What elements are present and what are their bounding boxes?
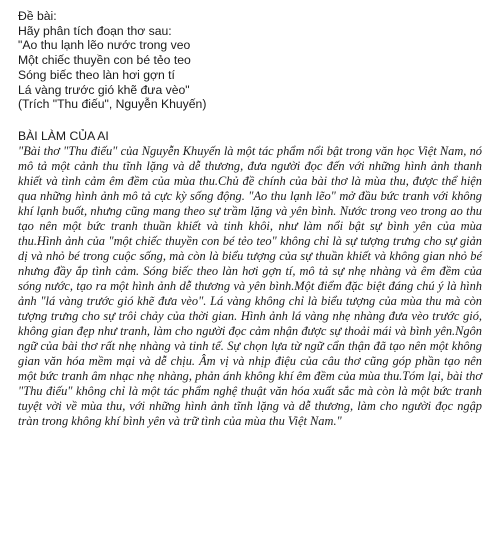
document-body bbox=[18, 9, 482, 430]
assignment-label: Đề bài: bbox=[18, 9, 57, 23]
poem-line: Sóng biếc theo làn hơi gợn tí bbox=[18, 67, 175, 82]
assignment-instruction: Hãy phân tích đoạn thơ sau: bbox=[18, 23, 172, 38]
answer-essay: "Bài thơ "Thu điếu" của Nguyễn Khuyến là một tác phẩm nổi bật trong văn học Việt Nam, nó mô tả một cảnh thu tĩnh lặng và dễ thương, đưa người đọc đến với những hình ảnh thanh khiết và tình cảm êm đềm của mùa thu.Chủ đề chính của bài thơ là mùa thu, được thể hiện qua những hình ảnh mô tả cực kỳ sống động. "Ao thu lạnh lẽo" mở đầu bức tranh với không khí lạnh buốt, nhưng cũng mang theo sự trầm lặng và yên bình. Nước trong veo trong ao thu tạo nên một bức tranh thuần khiết và tinh khôi, như làm nổi bật sự bình yên của mùa thu.Hình ảnh của "một chiếc thuyền con bé tẻo teo" không chỉ là sự tượng trưng cho sự giản dị và nhỏ bé trong cuộc sống, mà còn là biểu tượng của sự thuần khiết và không gian nhỏ bé nhưng đầy ắp tình cảm. Sóng biếc theo làn hơi gợn tí, mô tả sự nhẹ nhàng và êm đềm của sóng nước, tạo ra một hình ảnh dễ thương và yên bình.Một điểm đặc biệt đáng chú ý là hình ảnh "lá vàng trước gió khẽ đưa vèo". Lá vàng không chỉ là biểu tượng của mùa thu mà còn tượng trưng cho sự trôi chảy của thời gian. Hình ảnh lá vàng nhẹ nhàng đưa vèo trước gió, không gian đẹp như tranh, làm cho người đọc cảm nhận được sự thoải mái và bình yên.Ngôn ngữ của bài thơ rất nhẹ nhàng và tinh tế. Sự chọn lựa từ ngữ cẩn thận đã tạo nên một không gian văn hóa mềm mại và dễ chịu. Âm vị và nhịp điệu của câu thơ cũng góp phần tạo nên một bức tranh âm nhạc nhẹ nhàng, phản ánh không khí êm đềm của mùa thu.Tóm lại, bài thơ "Thu điếu" không chỉ là một tác phẩm nghệ thuật văn hóa xuất sắc mà còn là một bức tranh tuyệt vời về mùa thu, với những hình ảnh tĩnh lặng và dễ thương, làm cho người đọc ngập tràn trong không khí bình yên và trữ tình của mùa thu Việt Nam." bbox=[18, 143, 482, 429]
answer-heading: BÀI LÀM CỦA AI bbox=[18, 128, 109, 143]
poem-line: Lá vàng trước gió khẽ đưa vèo" bbox=[18, 82, 190, 97]
poem-citation: (Trích "Thu điếu", Nguyễn Khuyến) bbox=[18, 97, 207, 112]
poem-line: "Ao thu lạnh lẽo nước trong veo bbox=[18, 38, 191, 53]
poem-line: Một chiếc thuyền con bé tẻo teo bbox=[18, 53, 191, 68]
assignment-section bbox=[18, 9, 482, 112]
